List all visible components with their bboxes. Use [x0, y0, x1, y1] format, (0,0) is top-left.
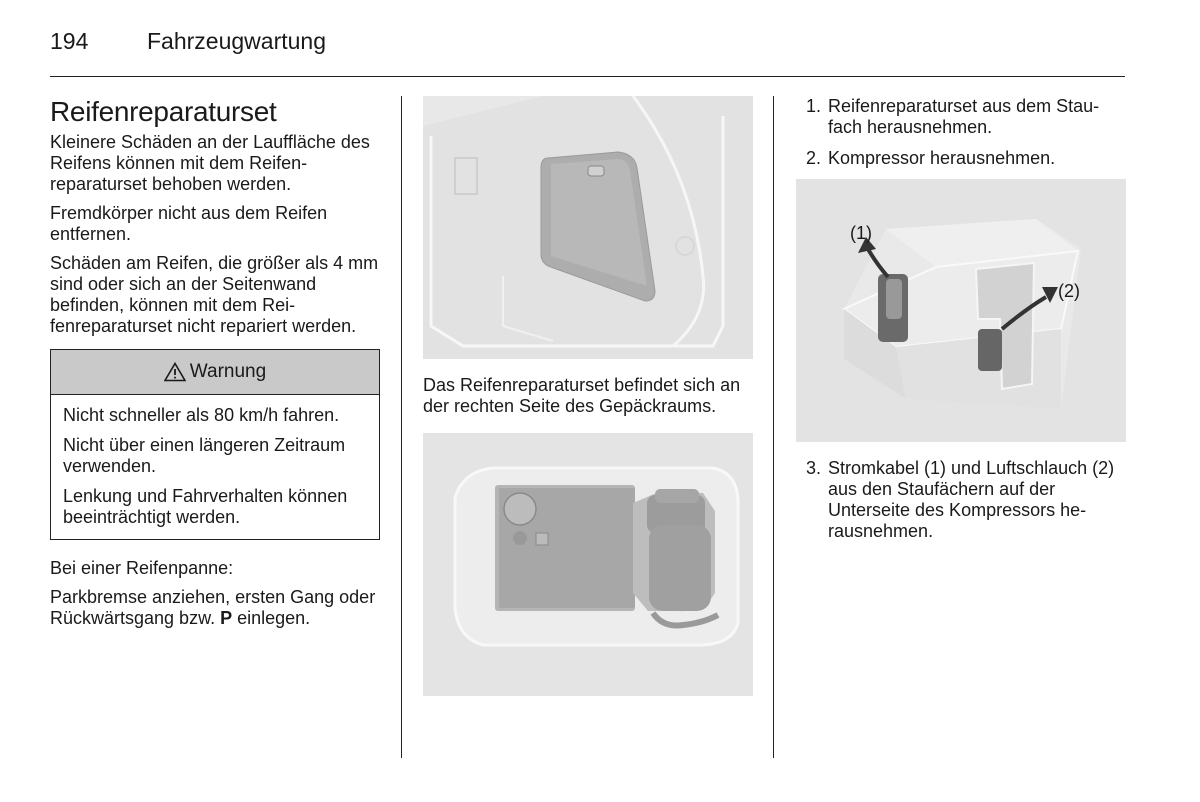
column-left	[50, 96, 380, 637]
warning-line: Nicht schneller als 80 km/h fahren.	[63, 405, 340, 425]
step-text: Kompressor herausnehmen.	[828, 148, 1056, 168]
list-item	[796, 148, 1126, 169]
page-number: 194	[50, 28, 89, 54]
gear-letter: P	[220, 608, 233, 628]
callout-label-2: (2)	[1058, 281, 1080, 301]
trunk-illustration	[423, 96, 753, 359]
column-right	[796, 96, 1126, 552]
paragraph: Bei einer Reifenpanne:	[50, 558, 234, 578]
warning-box	[50, 349, 380, 540]
step-text: Reifenreparaturset aus dem Staufach herausnehmen.	[828, 96, 1100, 137]
compressor-illustration	[796, 179, 1126, 442]
page-header	[50, 28, 1125, 77]
compressor-drawing	[796, 179, 1126, 442]
list-item	[796, 96, 1126, 138]
steps-list	[796, 458, 1126, 542]
step-number: 1.	[806, 96, 822, 116]
column-divider	[773, 96, 774, 758]
callout-label-1: (1)	[850, 223, 872, 243]
trunk-drawing	[423, 96, 753, 359]
steps-list	[796, 96, 1126, 169]
column-divider	[401, 96, 402, 758]
paragraph-text: einlegen.	[232, 608, 311, 628]
step-number: 3.	[806, 458, 822, 478]
section-title: Fahrzeugwartung	[147, 28, 326, 54]
step-number: 2.	[806, 148, 822, 168]
warning-triangle-icon	[164, 362, 186, 382]
list-item	[796, 458, 1126, 542]
paragraph: Schäden am Reifen, die größer als 4 mm sind oder sich an der Seitenwand befinden, können mit dem Reifenreparaturset nicht repariert werden.	[50, 253, 379, 336]
image-caption: Das Reifenreparaturset befindet sich an der rechten Seite des Gepäckraums.	[423, 375, 741, 416]
paragraph: Fremdkörper nicht aus dem Reifen entfernen.	[50, 203, 328, 244]
warning-header	[51, 350, 379, 395]
warning-title: Warnung	[189, 361, 267, 382]
warning-body	[51, 395, 379, 539]
repair-kit-drawing	[423, 433, 753, 696]
column-middle	[423, 96, 753, 696]
warning-line: Nicht über einen längeren Zeitraum verwenden.	[63, 435, 346, 476]
chapter-heading: Reifenreparaturset	[50, 96, 277, 127]
step-text: Stromkabel (1) und Luftschlauch (2) aus den Staufächern auf der Unterseite des Kompressors herausnehmen.	[828, 458, 1115, 541]
paragraph	[50, 587, 380, 629]
paragraph-text: Parkbremse anziehen, ersten Gang oder Rückwärtsgang bzw.	[50, 587, 376, 628]
warning-line: Lenkung und Fahrverhalten können beeinträchtigt werden.	[63, 486, 348, 527]
paragraph: Kleinere Schäden an der Lauffläche des Reifens können mit dem Reifenreparaturset behoben werden.	[50, 132, 370, 194]
repair-kit-illustration	[423, 433, 753, 696]
